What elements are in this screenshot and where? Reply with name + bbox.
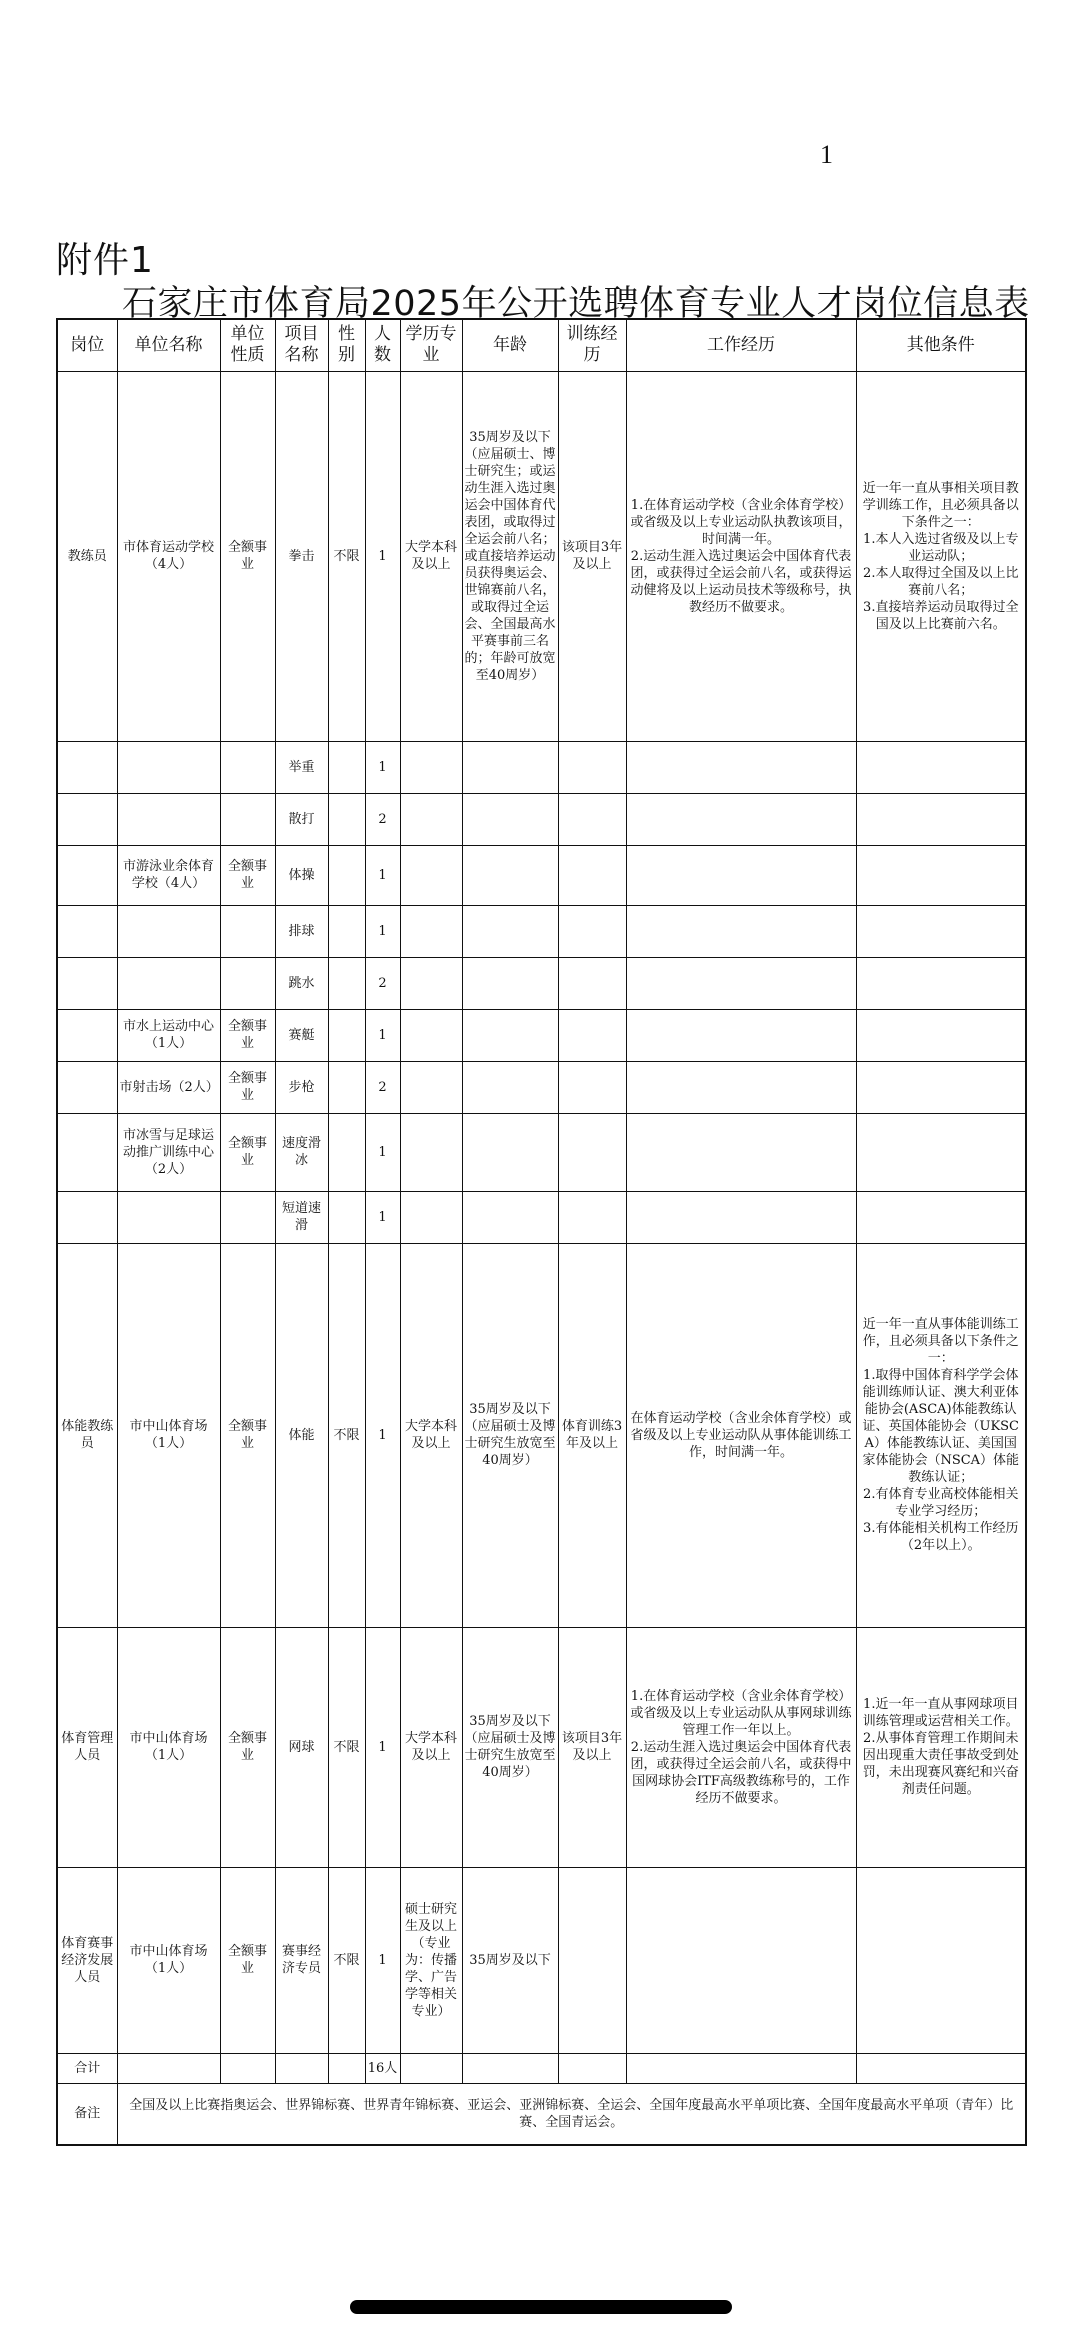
unit-type-cell: 全额事业	[220, 845, 275, 905]
project-cell: 速度滑冰	[275, 1113, 328, 1191]
header-count: 人数	[365, 319, 400, 371]
table-row-fitness	[57, 1243, 1026, 1627]
count-cell: 1	[365, 741, 400, 793]
header-education: 学历专业	[400, 319, 462, 371]
education-cell: 大学本科及以上	[400, 1243, 462, 1627]
age-cell: 35周岁及以下（应届硕士及博士研究生放宽至40周岁）	[462, 1243, 558, 1627]
count-cell: 1	[365, 1867, 400, 2053]
count-cell: 1	[365, 845, 400, 905]
training-cell: 该项目3年及以上	[558, 1627, 626, 1867]
count-cell: 1	[365, 1243, 400, 1627]
count-cell: 2	[365, 793, 400, 845]
project-cell: 拳击	[275, 371, 328, 741]
table-row-volleyball	[57, 905, 1026, 957]
other-cell: 1.近一年一直从事网球项目训练管理或运营相关工作。 2.从事体育管理工作期间未因出现重大责任事故受到处罚，未出现赛风赛纪和兴奋剂责任问题。	[856, 1627, 1026, 1867]
header-other: 其他条件	[856, 319, 1026, 371]
unit-type-cell: 全额事业	[220, 1009, 275, 1061]
header-unit-type: 单位性质	[220, 319, 275, 371]
table-row-diving	[57, 957, 1026, 1009]
table-row-sports-management	[57, 1627, 1026, 1867]
table-row-event-economy	[57, 1867, 1026, 2053]
gender-cell: 不限	[328, 1867, 365, 2053]
gender-cell: 不限	[328, 371, 365, 741]
count-cell: 1	[365, 1113, 400, 1191]
unit-cell: 市体育运动学校（4人）	[117, 371, 220, 741]
table-row-total	[57, 2053, 1026, 2083]
work-cell: 1.在体育运动学校（含业余体育学校）或省级及以上专业运动队执教该项目，时间满一年。 2.运动生涯入选过奥运会中国体育代表团，或获得过全运会前八名，或获得运动健将及以上运动员技术等级称号，执教经历不做要求。	[626, 371, 856, 741]
project-cell: 网球	[275, 1627, 328, 1867]
total-count: 16人	[365, 2053, 400, 2083]
project-cell: 步枪	[275, 1061, 328, 1113]
post-cell: 体育管理人员	[57, 1627, 117, 1867]
table-row-short-track	[57, 1191, 1026, 1243]
unit-type-cell: 全额事业	[220, 1243, 275, 1627]
header-work: 工作经历	[626, 319, 856, 371]
age-cell: 35周岁及以下	[462, 1867, 558, 2053]
table-row-rowing	[57, 1009, 1026, 1061]
table-row-remark	[57, 2083, 1026, 2145]
education-cell: 大学本科及以上	[400, 371, 462, 741]
project-cell: 赛艇	[275, 1009, 328, 1061]
table-row-boxing	[57, 371, 1026, 741]
post-cell: 体能教练员	[57, 1243, 117, 1627]
unit-cell: 市游泳业余体育学校（4人）	[117, 845, 220, 905]
education-cell: 硕士研究生及以上（专业为：传播学、广告学等相关专业）	[400, 1867, 462, 2053]
age-cell: 35周岁及以下（应届硕士及博士研究生放宽至40周岁）	[462, 1627, 558, 1867]
project-cell: 短道速滑	[275, 1191, 328, 1243]
count-cell: 2	[365, 957, 400, 1009]
unit-type-cell: 全额事业	[220, 1627, 275, 1867]
unit-cell: 市射击场（2人）	[117, 1061, 220, 1113]
remark-label: 备注	[57, 2083, 117, 2145]
count-cell: 1	[365, 905, 400, 957]
unit-cell: 市冰雪与足球运动推广训练中心（2人）	[117, 1113, 220, 1191]
project-cell: 跳水	[275, 957, 328, 1009]
unit-type-cell: 全额事业	[220, 1113, 275, 1191]
remark-text: 全国及以上比赛指奥运会、世界锦标赛、世界青年锦标赛、亚运会、亚洲锦标赛、全运会、全国年度最高水平单项比赛、全国年度最高水平单项（青年）比赛、全国青运会。	[117, 2083, 1026, 2145]
project-cell: 赛事经济专员	[275, 1867, 328, 2053]
unit-cell: 市中山体育场（1人）	[117, 1243, 220, 1627]
project-cell: 举重	[275, 741, 328, 793]
unit-type-cell: 全额事业	[220, 371, 275, 741]
age-cell: 35周岁及以下（应届硕士、博士研究生；或运动生涯入选过奥运会中国体育代表团，或取得过全运会前八名；或直接培养运动员获得奥运会、世锦赛前八名，或取得过全运会、全国最高水平赛事前三名的；年龄可放宽至40周岁）	[462, 371, 558, 741]
table-row-weightlifting	[57, 741, 1026, 793]
project-cell: 排球	[275, 905, 328, 957]
table-row-gymnastics	[57, 845, 1026, 905]
count-cell: 1	[365, 1627, 400, 1867]
work-cell: 1.在体育运动学校（含业余体育学校）或省级及以上专业运动队从事网球训练管理工作一年以上。 2.运动生涯入选过奥运会中国体育代表团，或获得过全运会前八名，或获得中国网球协会ITF高级教练称号的，工作经历不做要求。	[626, 1627, 856, 1867]
total-label: 合计	[57, 2053, 117, 2083]
attachment-label: 附件1	[56, 240, 154, 281]
position-table	[56, 318, 1027, 2146]
post-cell: 教练员	[57, 371, 117, 741]
header-training: 训练经历	[558, 319, 626, 371]
training-cell: 该项目3年及以上	[558, 371, 626, 741]
header-unit-name: 单位名称	[117, 319, 220, 371]
education-cell: 大学本科及以上	[400, 1627, 462, 1867]
header-post: 岗位	[57, 319, 117, 371]
work-cell: 在体育运动学校（含业余体育学校）或省级及以上专业运动队从事体能训练工作，时间满一年。	[626, 1243, 856, 1627]
project-cell: 体能	[275, 1243, 328, 1627]
unit-type-cell: 全额事业	[220, 1867, 275, 2053]
post-cell: 体育赛事经济发展人员	[57, 1867, 117, 2053]
unit-cell: 市中山体育场（1人）	[117, 1867, 220, 2053]
page-number: 1	[820, 140, 833, 169]
header-gender: 性别	[328, 319, 365, 371]
home-indicator[interactable]	[350, 2300, 732, 2314]
table-row-speed-skating	[57, 1113, 1026, 1191]
count-cell: 1	[365, 1191, 400, 1243]
document-title: 石家庄市体育局2025年公开选聘体育专业人才岗位信息表	[122, 284, 1030, 324]
training-cell: 体育训练3年及以上	[558, 1243, 626, 1627]
project-cell: 体操	[275, 845, 328, 905]
table-row-sanda	[57, 793, 1026, 845]
gender-cell: 不限	[328, 1243, 365, 1627]
unit-type-cell: 全额事业	[220, 1061, 275, 1113]
count-cell: 2	[365, 1061, 400, 1113]
unit-cell: 市中山体育场（1人）	[117, 1627, 220, 1867]
unit-cell: 市水上运动中心（1人）	[117, 1009, 220, 1061]
gender-cell: 不限	[328, 1627, 365, 1867]
table-row-rifle	[57, 1061, 1026, 1113]
other-cell: 近一年一直从事体能训练工作，且必须具备以下条件之一： 1.取得中国体育科学学会体能训练师认证、澳大利亚体能协会(ASCA)体能教练认证、英国体能协会（UKSCA）体能教练认证、美国国家体能协会（NSCA）体能教练认证； 2.有体育专业高校体能相关专业学习经历； 3.有体能相关机构工作经历（2年以上）。	[856, 1243, 1026, 1627]
header-project: 项目名称	[275, 319, 328, 371]
count-cell: 1	[365, 371, 400, 741]
table-header-row	[57, 319, 1026, 371]
project-cell: 散打	[275, 793, 328, 845]
count-cell: 1	[365, 1009, 400, 1061]
other-cell: 近一年一直从事相关项目教学训练工作，且必须具备以下条件之一： 1.本人入选过省级及以上专业运动队； 2.本人取得过全国及以上比赛前八名； 3.直接培养运动员取得过全国及以上比赛前六名。	[856, 371, 1026, 741]
header-age: 年龄	[462, 319, 558, 371]
